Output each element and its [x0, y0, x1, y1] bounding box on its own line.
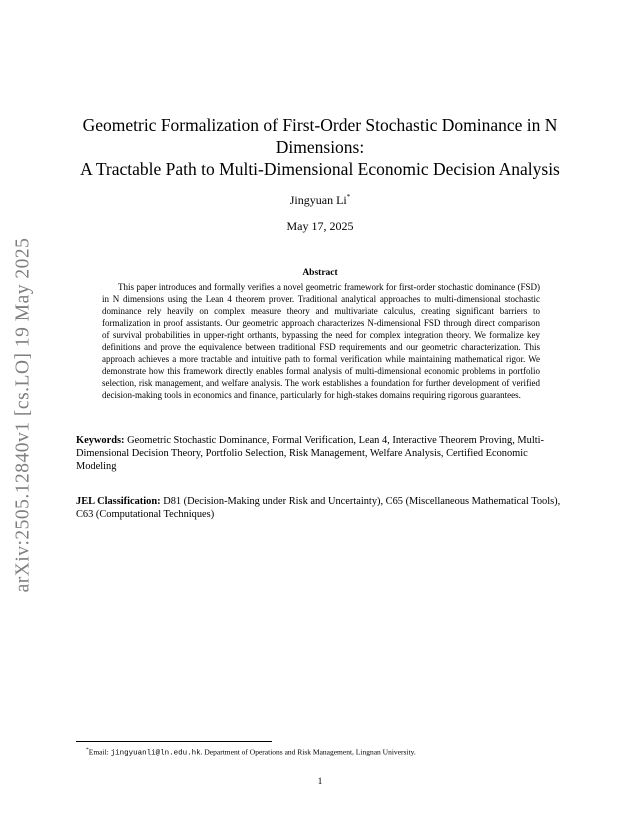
author-line	[70, 193, 570, 208]
footnote-email[interactable]: jingyuanli@ln.edu.hk	[110, 749, 201, 758]
author-name: Jingyuan Li	[289, 193, 347, 207]
title-line: Dimensions:	[275, 137, 365, 157]
paper-date: May 17, 2025	[286, 219, 354, 233]
author-footnote-mark: *	[346, 193, 351, 201]
abstract-text: This paper introduces and formally verifies a novel geometric framework for first-order stochastic dominance (FSD) in N dimensions using the Lean 4 theorem prover. Traditional analytical approaches to multi-dimensional stochastic dominance rely heavily on complex measure theory and multivariate calculus, creating significant barriers to formalization in proof assistants. Our geometric approach characterizes N-dimensional FSD through direct comparison of survival probabilities in upper-right orthants, bypassing the need for complex integration theory. We formalize key definitions and prove the equivalence between traditional FSD requirements and our geometric characterization. This approach achieves a more tractable and intuitive path to formal verification while maintaining mathematical rigor. We demonstrate how this framework directly enables formal analysis of multi-dimensional economic problems in portfolio selection, risk management, and welfare analysis. The work establishes a foundation for further development of verified decision-making tools in economics and finance, particularly for high-stakes domains requiring rigorous guarantees.	[102, 282, 540, 400]
footnote-affiliation: . Department of Operations and Risk Management, Lingnan University.	[200, 747, 416, 757]
jel-section	[76, 495, 566, 521]
jel-text: D81 (Decision-Making under Risk and Uncertainty), C65 (Miscellaneous Mathematical Tools), C63 (Computational Techniques)	[76, 496, 561, 520]
title-line: Geometric Formalization of First-Order Stochastic Dominance in N	[82, 115, 558, 135]
footnote-prefix: Email:	[88, 747, 111, 757]
keywords-text: Geometric Stochastic Dominance, Formal Verification, Lean 4, Interactive Theorem Proving, Multi-Dimensional Decision Theory, Portfolio Selection, Risk Management, Welfare Analysis, Certified Economic Modeling	[76, 435, 544, 472]
arxiv-identifier: arXiv:2505.12840v1 [cs.LO] 19 May 2025	[12, 237, 34, 592]
footnote-rule	[76, 741, 272, 742]
jel-label: JEL Classification:	[76, 496, 161, 507]
arxiv-stamp	[6, 229, 40, 600]
footnote-mark: *	[86, 747, 89, 753]
paper-title	[70, 114, 570, 180]
page-number: 1	[317, 777, 323, 787]
keywords-section	[76, 434, 566, 473]
footnote	[86, 745, 566, 759]
title-line: A Tractable Path to Multi-Dimensional Economic Decision Analysis	[80, 159, 560, 179]
keywords-label: Keywords:	[76, 435, 125, 446]
abstract-heading: Abstract	[302, 268, 338, 278]
